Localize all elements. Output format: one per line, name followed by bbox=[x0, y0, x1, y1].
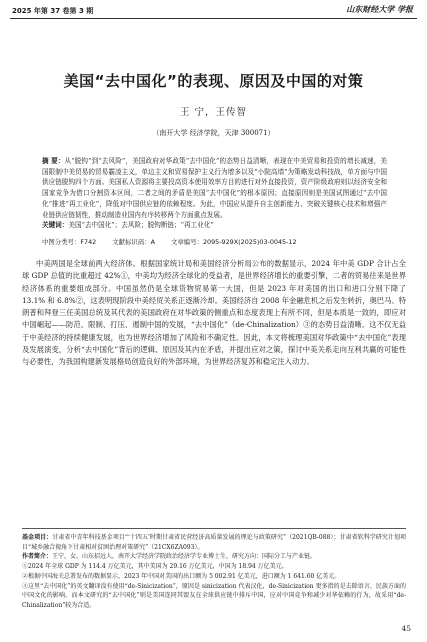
fund-text: 甘肃省中青年科技基金项目“‘十四五’时期甘肃省民营经济高质量发展的理论与政策研究”（2021QB-088）；甘肃省软科学研究计划项目“城乡融合视角下甘肃相对贫困治理对策研究”（21CX6ZA093）。 bbox=[22, 534, 406, 551]
keywords-label: 关键词： bbox=[42, 221, 69, 230]
fund-note bbox=[22, 533, 406, 552]
clc-number: 中图分类号：F742 bbox=[42, 238, 97, 246]
keywords-text: 美国“去中国化”；去风险；脱钩断链；“再工业化” bbox=[68, 221, 214, 230]
footnote-2: ②根据中国海关总署发布的数据显示，2023 年中国对美国的出口额为 5 002.91 亿美元，进口额为 1 641.60 亿美元。 bbox=[22, 572, 341, 580]
author-affiliation: （南开大学 经济学院，天津 300071） bbox=[152, 129, 275, 137]
article-title: 美国“去中国化”的表现、原因及中国的对策 bbox=[63, 72, 364, 90]
abstract-label: 摘 要： bbox=[42, 157, 65, 165]
page-number: 45 bbox=[401, 624, 411, 633]
footnote-1: ①2024 年全球 GDP 为 114.4 万亿美元，其中美国为 29.16 万亿美元，中国为 18.94 万亿美元。 bbox=[22, 563, 288, 571]
journal-name: 山东财经大学 学报 bbox=[346, 4, 413, 14]
issue-info: 2025 年第 37 卷第 3 期 bbox=[12, 7, 94, 15]
fund-label: 基金项目： bbox=[22, 534, 53, 541]
author-note bbox=[22, 552, 406, 562]
article-number: 文章编号：2095-929X(2025)03-0045-12 bbox=[171, 238, 297, 246]
footnote-3: ③这里“去中国化”的英文翻译没有使用“de-Sinicization”，原因是 sinicization 代表汉化，de-Sinicization 更多指的是去除语言、民族方面的中国文化的影响。而本文研究的“去中国化”则是美国连同其盟友在全球供应链中排斥中国，应对中国竞争和减少对华依赖的行为，故采用“de-Chinalization”较为合适。 bbox=[22, 582, 406, 609]
author-bio-text: 王宁，女，山东招远人，南开大学经济学院政治经济学专业博士生，研究方向：国际分工与产业链。 bbox=[52, 553, 317, 561]
header-divider bbox=[10, 18, 417, 19]
footnotes bbox=[22, 528, 406, 611]
article-authors: 王 宁，王传智 bbox=[179, 107, 248, 118]
journal-header bbox=[0, 0, 427, 20]
document-code: 文献标识码：A bbox=[112, 238, 155, 246]
author-bio-label: 作者简介： bbox=[22, 553, 53, 561]
abstract bbox=[42, 156, 387, 231]
body-paragraph: 中美两国是全球前两大经济体。根据国家统计局和美国经济分析局公布的数据显示，2024 年中美 GDP 合计占全球 GDP 总值的比重超过 42%①，中美均为经济全球化的受益者，是世界经济增长的重要引擎，二者的贸易往来是世界经济体系的重要组成部分。中国虽然仍是全球货物贸易第一大国，但是 2023 年对美国的出口和进口分别下降了 13.1% 和 6.8%②，这表明现阶段中美经贸关系正逐渐冷却。美国经济自 2008 年金融危机之后发生转折，奥巴马、特朗普和拜登三任美国总统及其代表的美国政府在对华政策的侧重点和态度表现上有所不同，但是本质是一致的，即应对中国崛起——防范、限制、打压、遏制中国的发展，“去中国化”（de-Chinalization）③的态势日益清晰。这不仅无益于中美经济的持续健康发展，也为世界经济增加了风险和不确定性。因此，本文将梳理美国对华政策中“去中国化”表现及发展演变，分析“去中国化”背后的逻辑、原因及其内在矛盾，并提出应对之策，探讨中美关系走向互利共赢的可能性与必要性，为我国构建新发展格局创造良好的外部环境，为世界经济复苏和稳定注入动力。 bbox=[22, 259, 406, 367]
classification-row bbox=[42, 237, 387, 246]
abstract-text: 从“脱钩”到“去风险”，美国政府对华政策“去中国化”的态势日益清晰，表现在中美贸易和投资的增长减速，美国限制中美贸易的贸易霸凌主义，单边主义和贸易保护主义行为增多以及“小院高墙”为策略发动科技战，单方面与中国供应链脱钩四个方面。美国私人资源将主要投高资本使用效率方目的进行对外直接投资，资产阶级政府则以经济安全和国家竞争为借口分割资本区间，二者之间的矛盾是美国“去中国化”的根本原因；直接原因则是美国试图通过“去中国化”推进“再工业化”，降低对中国供应链的依赖程度。为此，中国应从提升自主创新能力、突破关键核心技术和增强产业链供应链韧性，推动制造业国内有序转移两个方面重点发展。 bbox=[42, 157, 388, 219]
article-body bbox=[22, 258, 406, 369]
